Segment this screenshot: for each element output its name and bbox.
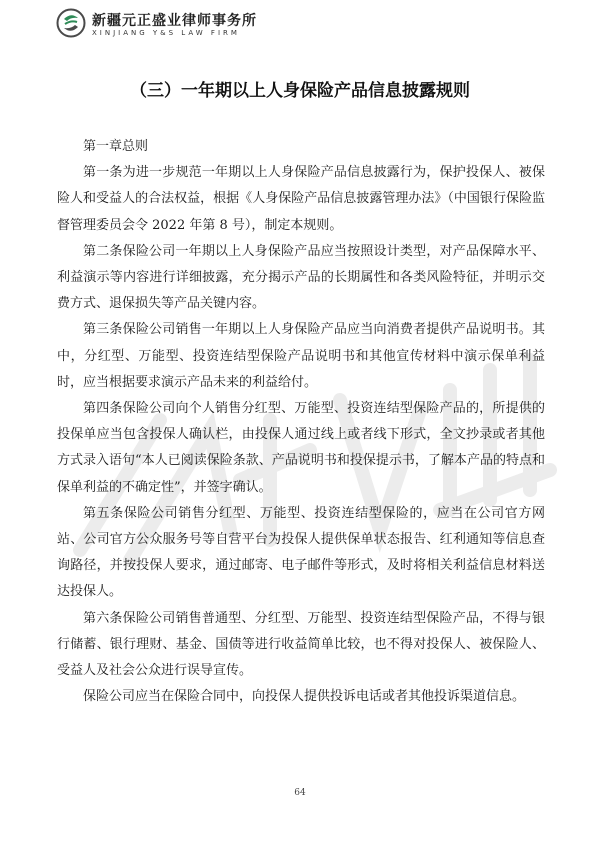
page-header	[56, 6, 296, 42]
firm-logo-icon	[56, 8, 86, 38]
chapter-heading: 第一章总则	[83, 139, 149, 154]
document-body	[57, 134, 545, 710]
page-number: 64	[294, 788, 306, 798]
article-3: 第三条保险公司销售一年期以上人身保险产品应当向消费者提供产品说明书。其中，分红型、万能型、投资连结型保险产品说明书和其他宣传材料中演示保单利益时，应当根据要求演示产品未来的利益给付。	[57, 322, 545, 390]
firm-name-cn: 新疆元正盛业律师事务所	[92, 13, 257, 29]
complaint-paragraph: 保险公司应当在保险合同中，向投保人提供投诉电话或者其他投诉渠道信息。	[83, 689, 526, 705]
page-title: （三）一年期以上人身保险产品信息披露规则	[130, 81, 470, 101]
firm-name-en: XINJIANG Y&S LAW FIRM	[92, 29, 240, 37]
article-5: 第五条保险公司销售分红型、万能型、投资连结型保险的，应当在公司官方网站、公司官方公众服务号等自营平台为投保人提供保单状态报告、红利通知等信息查询路径，并按投保人要求，通过邮寄、电子邮件等形式，及时将相关利益信息材料送达投保人。	[57, 505, 545, 600]
article-2: 第二条保险公司一年期以上人身保险产品应当按照设计类型，对产品保障水平、利益演示等内容进行详细披露，充分揭示产品的长期属性和各类风险特征，并明示交费方式、退保损失等产品关键内容。	[57, 243, 545, 312]
article-6: 第六条保险公司销售普通型、分红型、万能型、投资连结型保险产品，不得与银行储蓄、银行理财、基金、国债等进行收益简单比较，也不得对投保人、被保险人、受益人及社会公众进行误导宣传。	[57, 610, 545, 679]
article-1: 第一条为进一步规范一年期以上人身保险产品信息披露行为，保护投保人、被保险人和受益人的合法权益，根据《人身保险产品信息披露管理办法》（中国银行保险监督管理委员会令 2022 年第 8 号），制定本规则。	[57, 165, 545, 233]
article-4: 第四条保险公司向个人销售分红型、万能型、投资连结型保险产品的，所提供的投保单应当包含投保人确认栏，由投保人通过线上或者线下形式，全文抄录或者其他方式录入语句“本人已阅读保险条款、产品说明书和投保提示书，了解本产品的特点和保单利益的不确定性”，并签字确认。	[57, 401, 545, 495]
